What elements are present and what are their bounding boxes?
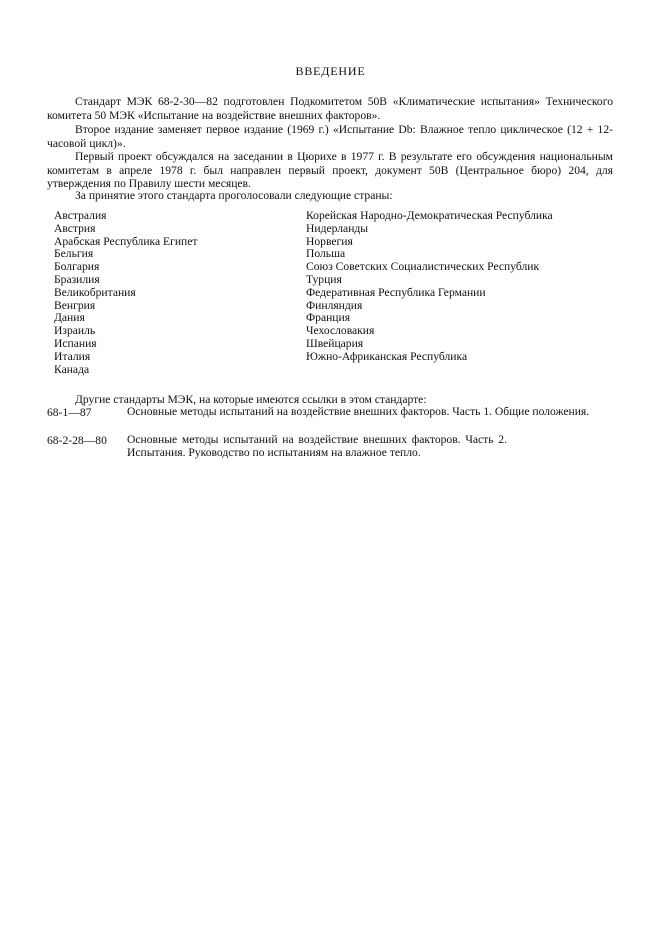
- reference-code: 68-1—87: [47, 406, 92, 419]
- country-item: Австрия: [54, 221, 96, 235]
- country-item: Австралия: [54, 209, 107, 222]
- paragraph-second-edition: Второе издание заменяет первое издание (1969 г.) «Испытание Db: Влажное тепло циклическое (12 + 12-часовой цикл)».: [47, 123, 613, 150]
- country-item: Корейская Народно-Демократическая Республика: [306, 209, 553, 222]
- country-item: Канада: [54, 362, 90, 376]
- country-item: Испания: [54, 336, 97, 350]
- country-item: Болгария: [54, 260, 100, 274]
- country-item: Норвегия: [306, 234, 353, 248]
- country-item: Бельгия: [54, 247, 94, 261]
- paragraph-standard-origin: Стандарт МЭК 68-2-30—82 подготовлен Подкомитетом 50В «Климатические испытания» Технического комитета 50 МЭК «Испытание на воздействие внешних факторов».: [47, 95, 613, 122]
- country-item: Турция: [306, 272, 342, 286]
- countries-left-column: [54, 210, 197, 376]
- country-item: Венгрия: [54, 298, 96, 312]
- country-item: Великобритания: [54, 285, 136, 299]
- country-item: Дания: [54, 311, 85, 325]
- country-item: Финляндия: [306, 298, 363, 312]
- paragraph-first-draft: Первый проект обсуждался на заседании в Цюрихе в 1977 г. В результате его обсуждения национальным комитетам в апреле 1978 г. был направлен первый проект, документ 50В (Центральное бюро) 204, для утверждения по Правилу шести месяцев.: [47, 150, 613, 190]
- reference-code: 68-2-28—80: [47, 434, 107, 447]
- country-item: Нидерланды: [306, 221, 369, 235]
- country-item: Польша: [306, 247, 346, 261]
- reference-text: Основные методы испытаний на воздействие внешних факторов. Часть 1. Общие положения.: [127, 405, 590, 418]
- country-item: Франция: [306, 311, 351, 325]
- country-item: Федеративная Республика Германии: [306, 285, 486, 299]
- countries-right-column: [306, 210, 553, 364]
- country-item: Израиль: [54, 324, 96, 338]
- country-item: Южно-Африканская Республика: [306, 349, 468, 363]
- country-item: Бразилия: [54, 272, 100, 286]
- country-item: Италия: [54, 349, 91, 363]
- country-item: Союз Советских Социалистических Республик: [306, 260, 540, 274]
- references-intro: Другие стандарты МЭК, на которые имеются ссылки в этом стандарте:: [75, 393, 427, 406]
- reference-text: Основные методы испытаний на воздействие внешних факторов. Часть 2. Испытания. Руководство по испытаниям на влажное тепло.: [127, 433, 507, 459]
- page-title: ВВЕДЕНИЕ: [295, 64, 366, 78]
- paragraph-voting-intro: За принятие этого стандарта проголосовали следующие страны:: [75, 189, 393, 202]
- country-item: Чехословакия: [306, 324, 375, 338]
- country-item: Арабская Республика Египет: [54, 234, 198, 248]
- country-item: Швейцария: [306, 336, 364, 350]
